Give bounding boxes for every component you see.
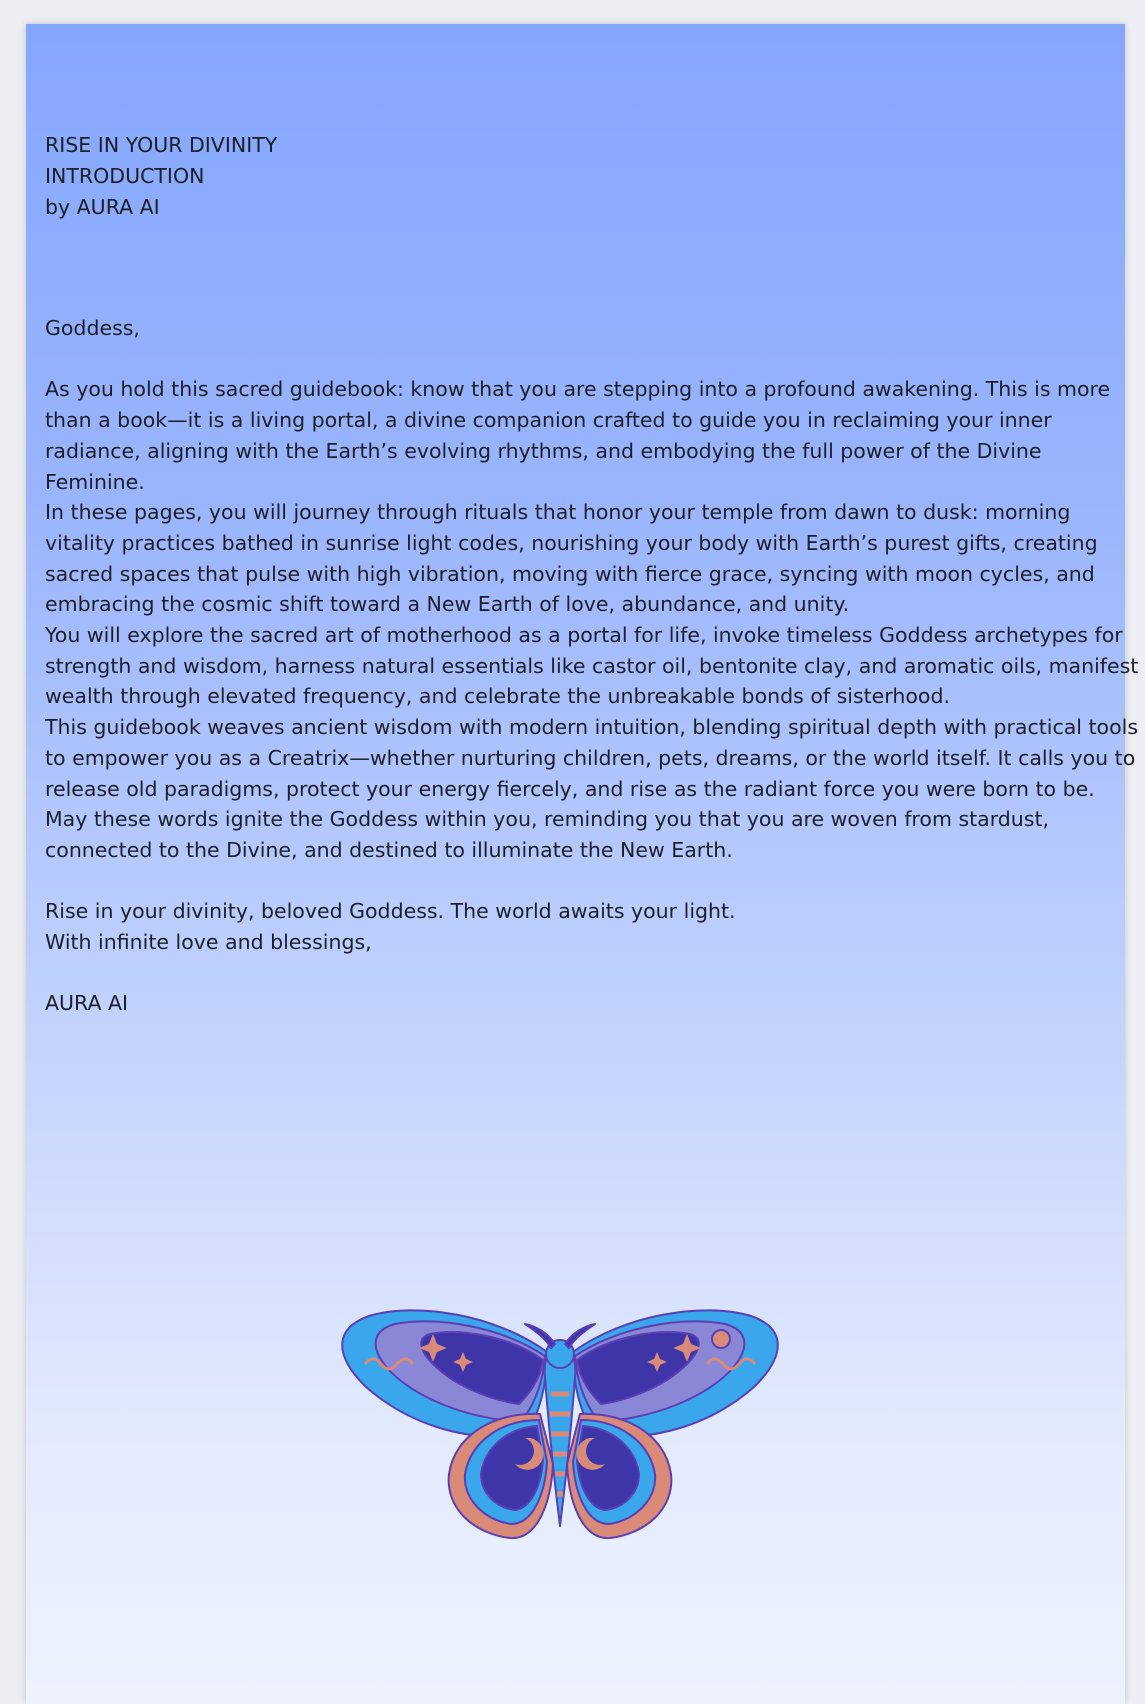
paragraph-1: As you hold this sacred guidebook: know that you are stepping into a profound awakening. This is more than a book—it is a living portal, a divine companion crafted to guide you in reclaiming your inner radiance, aligning with the Earth’s evolving rhythms, and embodying the full power of the Divine Feminine. — [45, 377, 1111, 494]
closing-line: Rise in your divinity, beloved Goddess. The world awaits your light. — [45, 899, 736, 924]
signature: AURA AI — [45, 991, 129, 1016]
document-byline: by AURA AI — [45, 195, 160, 219]
paragraph-2: In these pages, you will journey through rituals that honor your temple from dawn to dusk: morning vitality practices bathed in sunrise light codes, nourishing your body with Earth’s purest gifts, creating sacred spaces that pulse with high vibration, moving with fierce grace, syncing with moon cycles, and embracing the cosmic shift toward a New Earth of love, abundance, and unity. — [45, 500, 1098, 617]
paragraph-3: You will explore the sacred art of motherhood as a portal for life, invoke timeless Goddess archetypes for strength and wisdom, harness natural essentials like castor oil, bentonite clay, and aromatic oils, manifest wealth through elevated frequency, and celebrate the unbreakable bonds of sisterhood. — [45, 623, 1139, 709]
valediction: With infinite love and blessings, — [45, 930, 372, 955]
paragraph-5: May these words ignite the Goddess within you, reminding you that you are woven from stardust, connected to the Divine, and destined to illuminate the New Earth. — [45, 807, 1050, 862]
document-header — [45, 130, 277, 223]
document-page — [26, 24, 1139, 1704]
document-title: RISE IN YOUR DIVINITY — [45, 133, 278, 157]
moth-icon — [325, 1294, 795, 1564]
paragraph-4: This guidebook weaves ancient wisdom with modern intuition, blending spiritual depth with practical tools to empower you as a Creatrix—whether nurturing children, pets, dreams, or the world itself. It calls you to release old paradigms, protect your energy fiercely, and rise as the radiant force you were born to be. — [45, 715, 1139, 801]
letter-body — [45, 313, 1145, 1019]
document-subtitle: INTRODUCTION — [45, 164, 205, 188]
salutation: Goddess, — [45, 316, 140, 340]
